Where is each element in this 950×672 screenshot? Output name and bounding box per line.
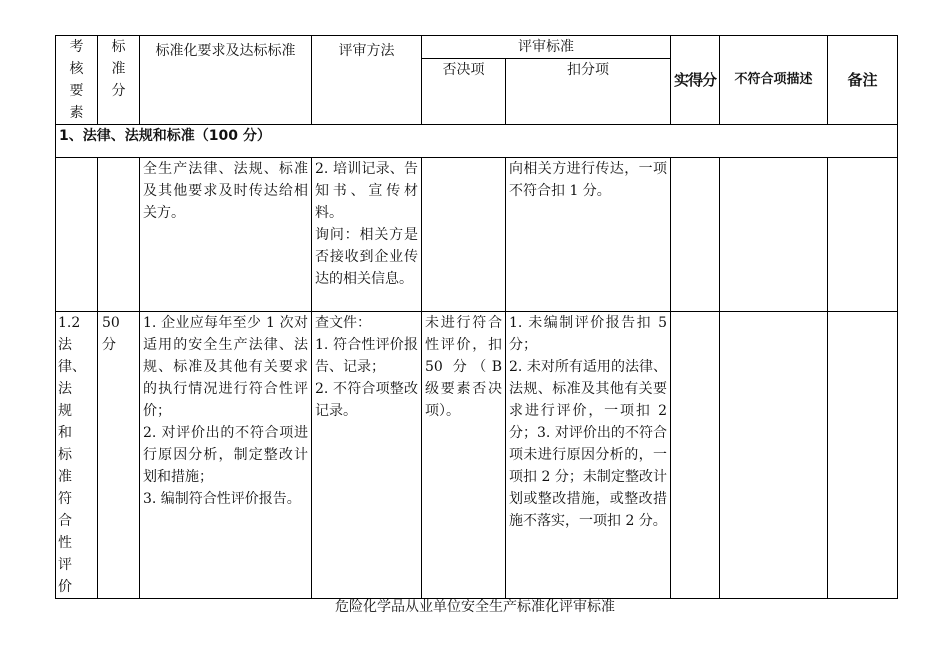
header-criteria-group: 评审标准 (422, 36, 671, 59)
header-deduction: 扣分项 (506, 59, 671, 125)
row-remarks (828, 158, 898, 312)
row-nonconformity (720, 312, 828, 599)
row-score (98, 158, 140, 312)
row-score: 50 分 (98, 312, 140, 599)
row-element: 1.2 法 律、 法 规 和 标 准 符 合 性 评 价 (56, 312, 98, 599)
header-method: 评审方法 (312, 36, 422, 125)
row-nonconformity (720, 158, 828, 312)
row-veto (422, 158, 506, 312)
header-element: 考 核 要 素 (56, 36, 98, 125)
header-nonconformity: 不符合项描述 (720, 36, 828, 125)
header-veto: 否决项 (422, 59, 506, 125)
row-element (56, 158, 98, 312)
header-standard-score: 标 准 分 (98, 36, 140, 125)
row-method: 2. 培训记录、告知书、宣传材料。 询问：相关方是否接收到企业传达的相关信息。 (312, 158, 422, 312)
table-row (56, 312, 898, 599)
row-remarks (828, 312, 898, 599)
row-method: 查文件： 1. 符合性评价报告、记录； 2. 不符合项整改记录。 (312, 312, 422, 599)
standards-table (55, 35, 898, 599)
page-footer: 危险化学品从业单位安全生产标准化评审标准 (335, 599, 615, 615)
row-actual-score (671, 312, 720, 599)
row-requirement: 1. 企业应每年至少 1 次对适用的安全生产法律、法规、标准及其他有关要求的执行情况进行符合性评价； 2. 对评价出的不符合项进行原因分析，制定整改计划和措施； 3. 编制符合性评价报告。 (140, 312, 312, 599)
table-row (56, 158, 898, 312)
header-remarks: 备注 (828, 36, 898, 125)
row-actual-score (671, 158, 720, 312)
row-deduction: 1. 未编制评价报告扣 5 分； 2. 未对所有适用的法律、法规、标准及其他有关要求进行评价，一项扣 2 分；3. 对评价出的不符合项未进行原因分析的，一项扣 2 分；未制定整改计划或整改措施，或整改措施不落实，一项扣 2 分。 (506, 312, 671, 599)
section-title: 1、法律、法规和标准（100 分） (56, 125, 898, 158)
row-requirement: 全生产法律、法规、标准及其他要求及时传达给相关方。 (140, 158, 312, 312)
row-veto: 未进行符合性评价，扣 50 分（B 级要素否决项）。 (422, 312, 506, 599)
header-requirement: 标准化要求及达标标准 (140, 36, 312, 125)
header-actual-score: 实得分 (671, 36, 720, 125)
row-deduction: 向相关方进行传达，一项不符合扣 1 分。 (506, 158, 671, 312)
